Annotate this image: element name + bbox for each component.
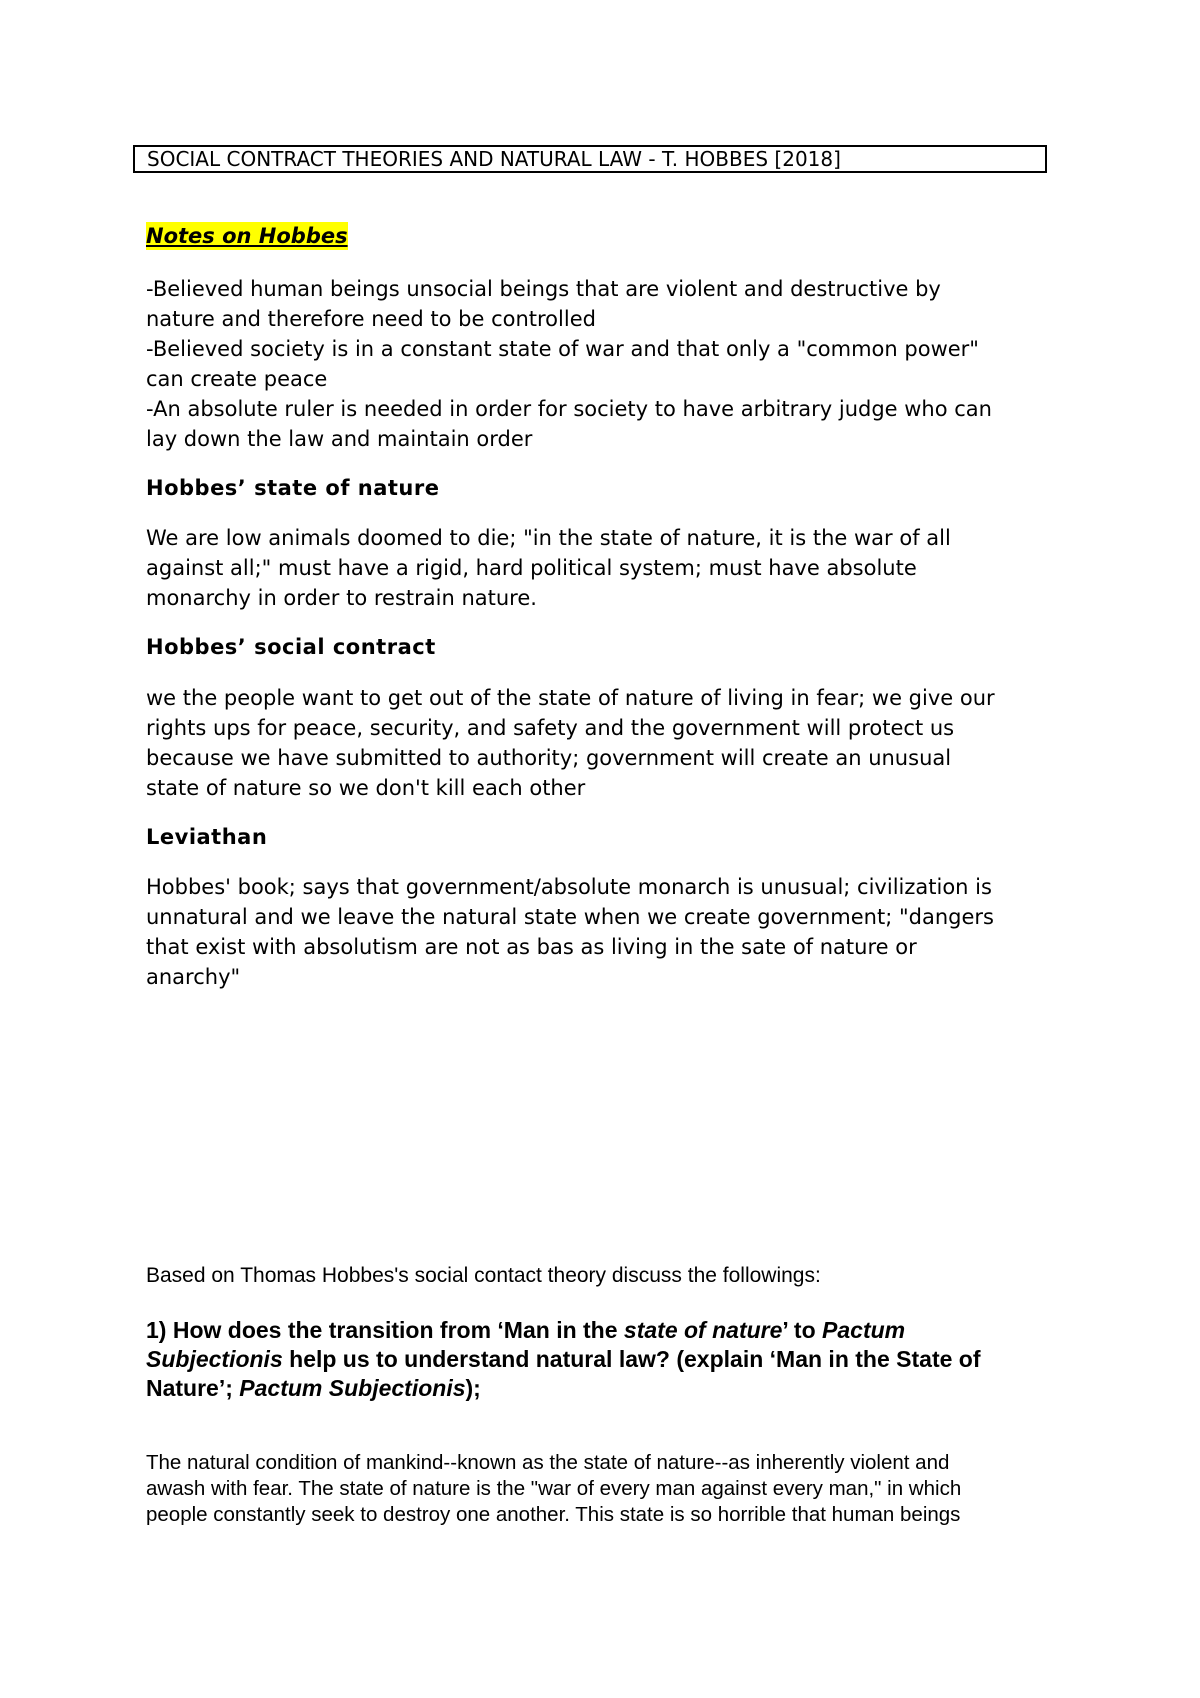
question-text: Nature’; (146, 1375, 240, 1401)
question-line (146, 1345, 1066, 1374)
question-text: 1) How does the transition from ‘Man in the (146, 1317, 624, 1343)
body-line: that exist with absolutism are not as bas as living in the sate of nature or (146, 935, 917, 959)
question-text: ’ to (782, 1317, 823, 1343)
body-line: against all;" must have a rigid, hard political system; must have absolute (146, 556, 917, 580)
answer-line: awash with fear. The state of nature is the "war of every man against every man," in which (146, 1477, 962, 1500)
answer-paragraph (146, 1450, 1066, 1528)
notes-line: -An absolute ruler is needed in order for society to have arbitrary judge who can (146, 397, 992, 421)
body-line: rights ups for peace, security, and safety and the government will protect us (146, 716, 955, 740)
answer-line: people constantly seek to destroy one another. This state is so horrible that human beings (146, 1503, 961, 1526)
question-1 (146, 1316, 1066, 1403)
body-line: anarchy" (146, 965, 241, 989)
body-line: unnatural and we leave the natural state when we create government; "dangers (146, 905, 994, 929)
body-line: monarchy in order to restrain nature. (146, 586, 537, 610)
section-body-state-of-nature (146, 523, 1066, 613)
question-italic: Subjectionis (146, 1346, 283, 1372)
answer-line: The natural condition of mankind--known as the state of nature--as inherently violent and (146, 1451, 950, 1474)
body-line: we the people want to get out of the state of nature of living in fear; we give our (146, 686, 995, 710)
question-line (146, 1316, 1066, 1345)
section-heading-state-of-nature: Hobbes’ state of nature (146, 476, 440, 500)
section-body-leviathan (146, 872, 1066, 992)
discussion-prompt: Based on Thomas Hobbes's social contact theory discuss the followings: (146, 1264, 821, 1287)
notes-line: nature and therefore need to be controlled (146, 307, 596, 331)
notes-line: -Believed society is in a constant state of war and that only a "common power" (146, 337, 979, 361)
notes-line: can create peace (146, 367, 328, 391)
body-line: state of nature so we don't kill each other (146, 776, 586, 800)
document-title: SOCIAL CONTRACT THEORIES AND NATURAL LAW - T. HOBBES [2018] (133, 145, 1047, 173)
question-italic: state of nature (623, 1317, 783, 1343)
section-heading-leviathan: Leviathan (146, 825, 268, 849)
notes-line: lay down the law and maintain order (146, 427, 533, 451)
body-line: because we have submitted to authority; government will create an unusual (146, 746, 952, 770)
question-italic: Pactum (822, 1317, 906, 1343)
notes-list (146, 274, 1066, 454)
notes-line: -Believed human beings unsocial beings that are violent and destructive by (146, 277, 941, 301)
section-heading-social-contract: Hobbes’ social contract (146, 635, 436, 659)
section-body-social-contract (146, 683, 1066, 803)
body-line: We are low animals doomed to die; "in the state of nature, it is the war of all (146, 526, 951, 550)
question-italic: Pactum Subjectionis (239, 1375, 466, 1401)
notes-heading: Notes on Hobbes (146, 224, 348, 248)
question-text: ); (465, 1375, 481, 1401)
question-text: help us to understand natural law? (explain ‘Man in the State of (282, 1346, 981, 1372)
body-line: Hobbes' book; says that government/absolute monarch is unusual; civilization is (146, 875, 992, 899)
question-line (146, 1374, 1066, 1403)
